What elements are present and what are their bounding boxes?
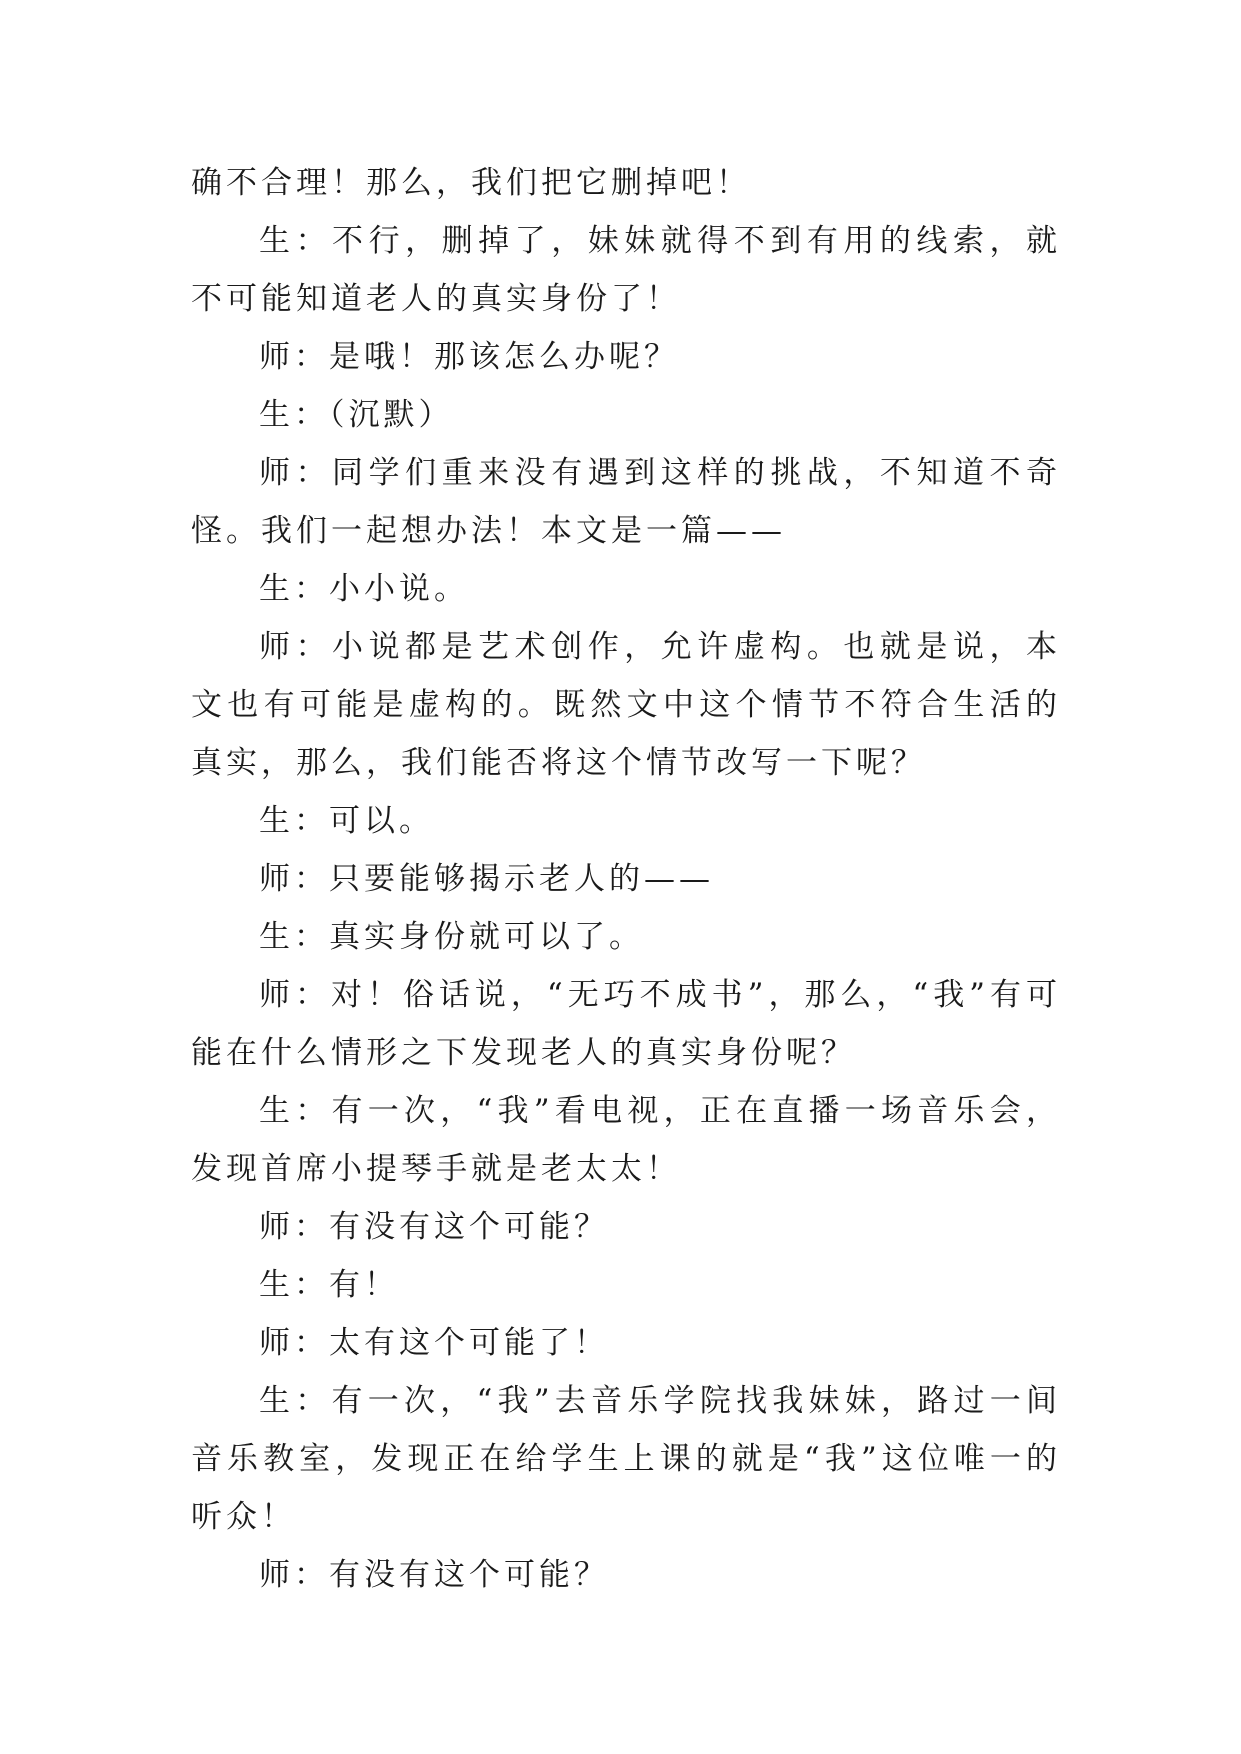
paragraph: 生：有一次，“我”看电视，正在直播一场音乐会，发现首席小提琴手就是老太太！	[191, 1093, 1061, 1187]
paragraph: 生：可以。	[259, 803, 434, 839]
paragraph: 师：对！俗话说，“无巧不成书”，那么，“我”有可能在什么情形之下发现老人的真实身份呢？	[191, 977, 1061, 1071]
paragraph: 生：有一次，“我”去音乐学院找我妹妹，路过一间音乐教室，发现正在给学生上课的就是“我”这位唯一的听众！	[191, 1383, 1061, 1535]
paragraph: 生：有！	[259, 1267, 399, 1303]
paragraph: 生：（沉默）	[259, 397, 454, 433]
paragraph: 生：不行，删掉了，妹妹就得不到有用的线索，就不可能知道老人的真实身份了！	[191, 223, 1061, 317]
paragraph: 师：太有这个可能了！	[259, 1325, 609, 1361]
paragraph: 确不合理！那么，我们把它删掉吧！	[191, 165, 751, 201]
paragraph: 师：同学们重来没有遇到这样的挑战，不知道不奇怪。我们一起想办法！本文是一篇——	[191, 455, 1061, 549]
paragraph: 师：有没有这个可能？	[259, 1209, 609, 1245]
paragraph: 师：只要能够揭示老人的——	[259, 861, 714, 897]
paragraph: 生：真实身份就可以了。	[259, 919, 644, 955]
paragraph: 师：有没有这个可能？	[259, 1557, 609, 1593]
document-body	[191, 154, 1061, 1604]
paragraph: 生：小小说。	[259, 571, 469, 607]
paragraph: 师：小说都是艺术创作，允许虚构。也就是说，本文也有可能是虚构的。既然文中这个情节不符合生活的真实，那么，我们能否将这个情节改写一下呢？	[191, 629, 1061, 781]
paragraph: 师：是哦！那该怎么办呢？	[259, 339, 679, 375]
